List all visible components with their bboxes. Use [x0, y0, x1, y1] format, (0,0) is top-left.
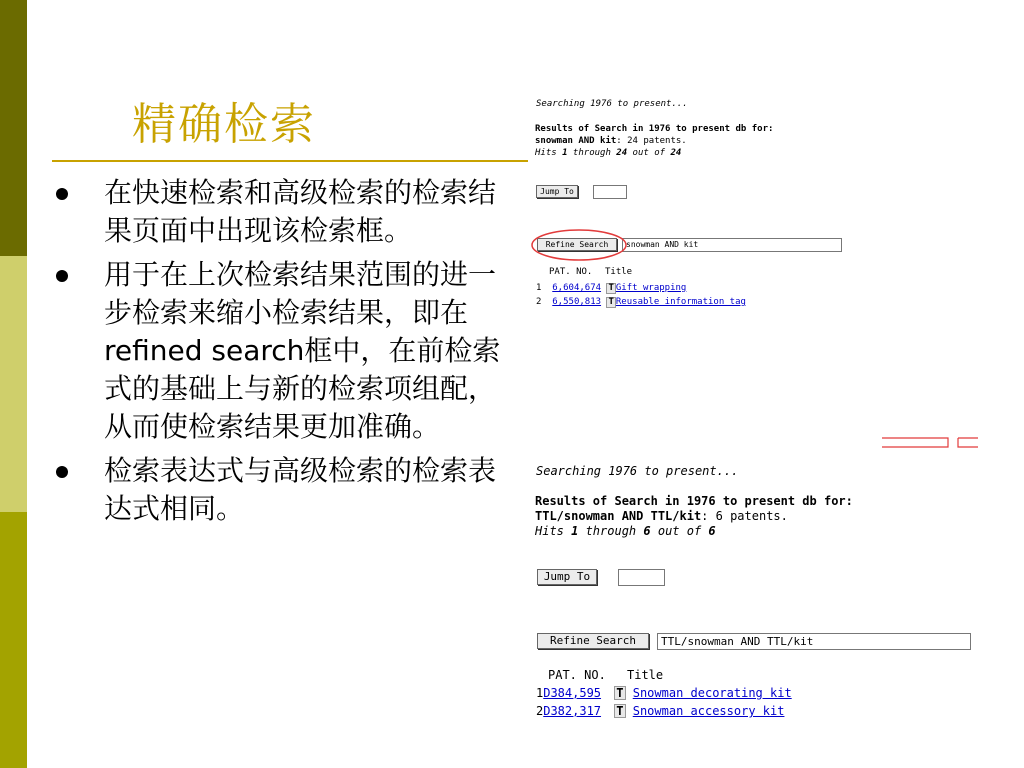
refine-search-input[interactable]: snowman AND kit [622, 238, 842, 252]
query-line: TTL/snowman AND TTL/kit: 6 patents. [535, 509, 788, 523]
full-text-icon[interactable]: T [616, 686, 624, 700]
patent-title-link[interactable]: Reusable information tag [615, 297, 746, 307]
sidebar-band-top [0, 0, 27, 256]
jump-to-button[interactable]: Jump To [536, 185, 578, 198]
patent-title-link[interactable]: Gift wrapping [615, 283, 687, 293]
sidebar-decoration [0, 0, 27, 768]
sidebar-band-middle [0, 256, 27, 512]
patent-title-link[interactable]: Snowman decorating kit [632, 686, 792, 700]
full-text-icon[interactable]: T [616, 704, 624, 718]
results-heading: Results of Search in 1976 to present db for: [535, 124, 774, 134]
refine-search-button[interactable]: Refine Search [537, 633, 649, 649]
jump-to-input[interactable] [618, 569, 665, 586]
searching-text: Searching 1976 to present... [536, 99, 688, 109]
slide-title: 精确检索 [132, 99, 316, 150]
title-underline [52, 160, 528, 162]
table-row: 2D382,317 T Snowman accessory kit [536, 704, 785, 718]
table-row: 2 6,550,813 T Reusable information tag [536, 297, 746, 307]
patent-title-link[interactable]: Snowman accessory kit [632, 704, 785, 718]
refine-search-input[interactable]: TTL/snowman AND TTL/kit [657, 633, 971, 650]
bullet-item: 用于在上次检索结果范围的进一步检索来缩小检索结果，即在refined search框中，在前检索式的基础上与新的检索项组配，从而使检索结果更加准确。 [52, 256, 522, 446]
table-row: 1 6,604,674 T Gift wrapping [536, 283, 687, 293]
patent-number-link[interactable]: 6,550,813 [552, 297, 602, 307]
query-line: snowman AND kit: 24 patents. [535, 136, 687, 146]
results-heading: Results of Search in 1976 to present db for: [535, 494, 853, 508]
red-mark-decoration [880, 434, 980, 450]
patent-number-link[interactable]: D384,595 [543, 686, 602, 700]
table-row: 1D384,595 T Snowman decorating kit [536, 686, 792, 700]
searching-text: Searching 1976 to present... [536, 464, 739, 478]
patent-number-link[interactable]: 6,604,674 [552, 283, 602, 293]
column-header-pat-no: PAT. NO. [548, 668, 606, 682]
bullet-dot-icon [56, 270, 68, 282]
full-text-icon[interactable]: T [608, 297, 614, 307]
bullet-dot-icon [56, 466, 68, 478]
sidebar-band-bottom [0, 512, 27, 768]
column-header-title: Title [605, 267, 633, 277]
column-header-title: Title [627, 668, 664, 682]
bullet-item: 检索表达式与高级检索的检索表达式相同。 [52, 452, 522, 528]
refine-search-button[interactable]: Refine Search [537, 238, 617, 251]
jump-to-button[interactable]: Jump To [537, 569, 597, 585]
highlight-oval-icon [529, 227, 629, 263]
jump-to-input[interactable] [593, 185, 627, 199]
hits-line: Hits 1 through 24 out of 24 [535, 148, 682, 158]
hits-line: Hits 1 through 6 out of 6 [535, 524, 716, 538]
column-header-pat-no: PAT. NO. [549, 267, 593, 277]
patent-number-link[interactable]: D382,317 [543, 704, 602, 718]
bullet-item: 在快速检索和高级检索的检索结果页面中出现该检索框。 [52, 174, 522, 250]
bullet-list [52, 174, 522, 534]
full-text-icon[interactable]: T [608, 283, 614, 293]
bullet-dot-icon [56, 188, 68, 200]
